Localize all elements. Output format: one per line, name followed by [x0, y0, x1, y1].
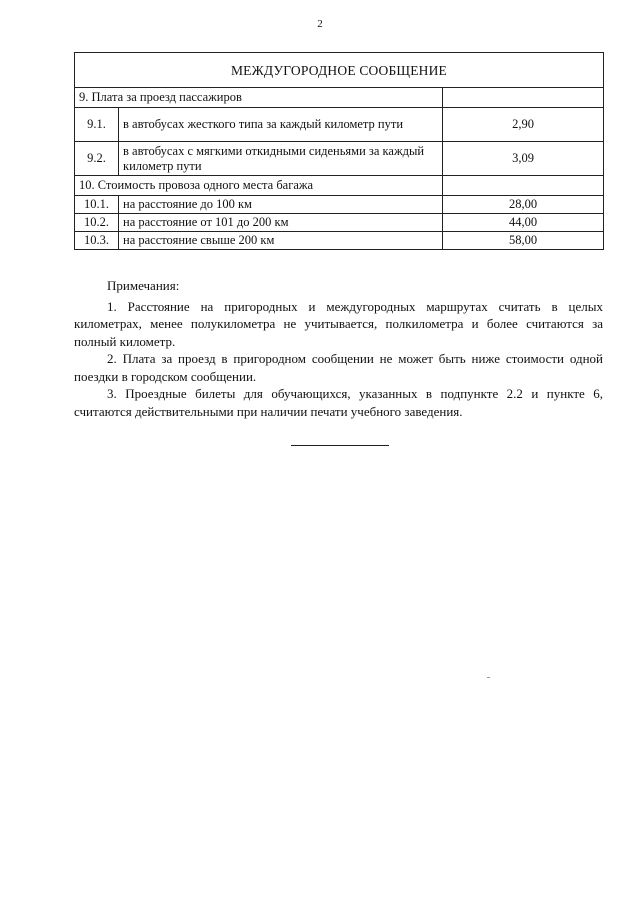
row-number: 10.3.	[75, 232, 119, 250]
row-description: в автобусах с мягкими откидными сиденьями за каждый километр пути	[119, 142, 443, 176]
row-description: в автобусах жесткого типа за каждый километр пути	[119, 108, 443, 142]
tariff-table	[74, 52, 604, 250]
row-value: 28,00	[443, 196, 604, 214]
row-value: 58,00	[443, 232, 604, 250]
group-value-cell	[443, 88, 604, 108]
row-description: на расстояние до 100 км	[119, 196, 443, 214]
row-number: 9.1.	[75, 108, 119, 142]
table-row	[75, 142, 604, 176]
row-number: 10.1.	[75, 196, 119, 214]
table-row	[75, 108, 604, 142]
table-row	[75, 196, 604, 214]
page-number: 2	[317, 18, 323, 30]
scan-artifact	[487, 677, 490, 678]
closing-divider	[291, 445, 389, 446]
row-value: 2,90	[443, 108, 604, 142]
section-title: МЕЖДУГОРОДНОЕ СООБЩЕНИЕ	[75, 53, 604, 88]
note-paragraph: 2. Плата за проезд в пригородном сообщении не может быть ниже стоимости одной поездки в городском сообщении.	[74, 351, 603, 384]
group-title-row	[75, 88, 604, 108]
table-row	[75, 232, 604, 250]
row-description: на расстояние от 101 до 200 км	[119, 214, 443, 232]
row-value: 3,09	[443, 142, 604, 176]
group-value-cell	[443, 176, 604, 196]
row-number: 9.2.	[75, 142, 119, 176]
note-paragraph: 1. Расстояние на пригородных и междугородных маршрутах считать в целых километрах, менее полукилометра не учитывается, полкилометра и более считаются за полный километр.	[74, 298, 603, 349]
row-description: на расстояние свыше 200 км	[119, 232, 443, 250]
section-title-row	[75, 53, 604, 88]
row-value: 44,00	[443, 214, 604, 232]
group-title: 9. Плата за проезд пассажиров	[75, 88, 443, 108]
group-title: 10. Стоимость провоза одного места багажа	[75, 176, 443, 196]
note-paragraph: 3. Проездные билеты для обучающихся, указанных в подпункте 2.2 и пункте 6, считаются действительными при наличии печати учебного заведения.	[74, 386, 603, 419]
notes-heading: Примечания:	[107, 278, 180, 293]
table-row	[75, 214, 604, 232]
row-number: 10.2.	[75, 214, 119, 232]
group-title-row	[75, 176, 604, 196]
notes-section	[74, 277, 603, 420]
